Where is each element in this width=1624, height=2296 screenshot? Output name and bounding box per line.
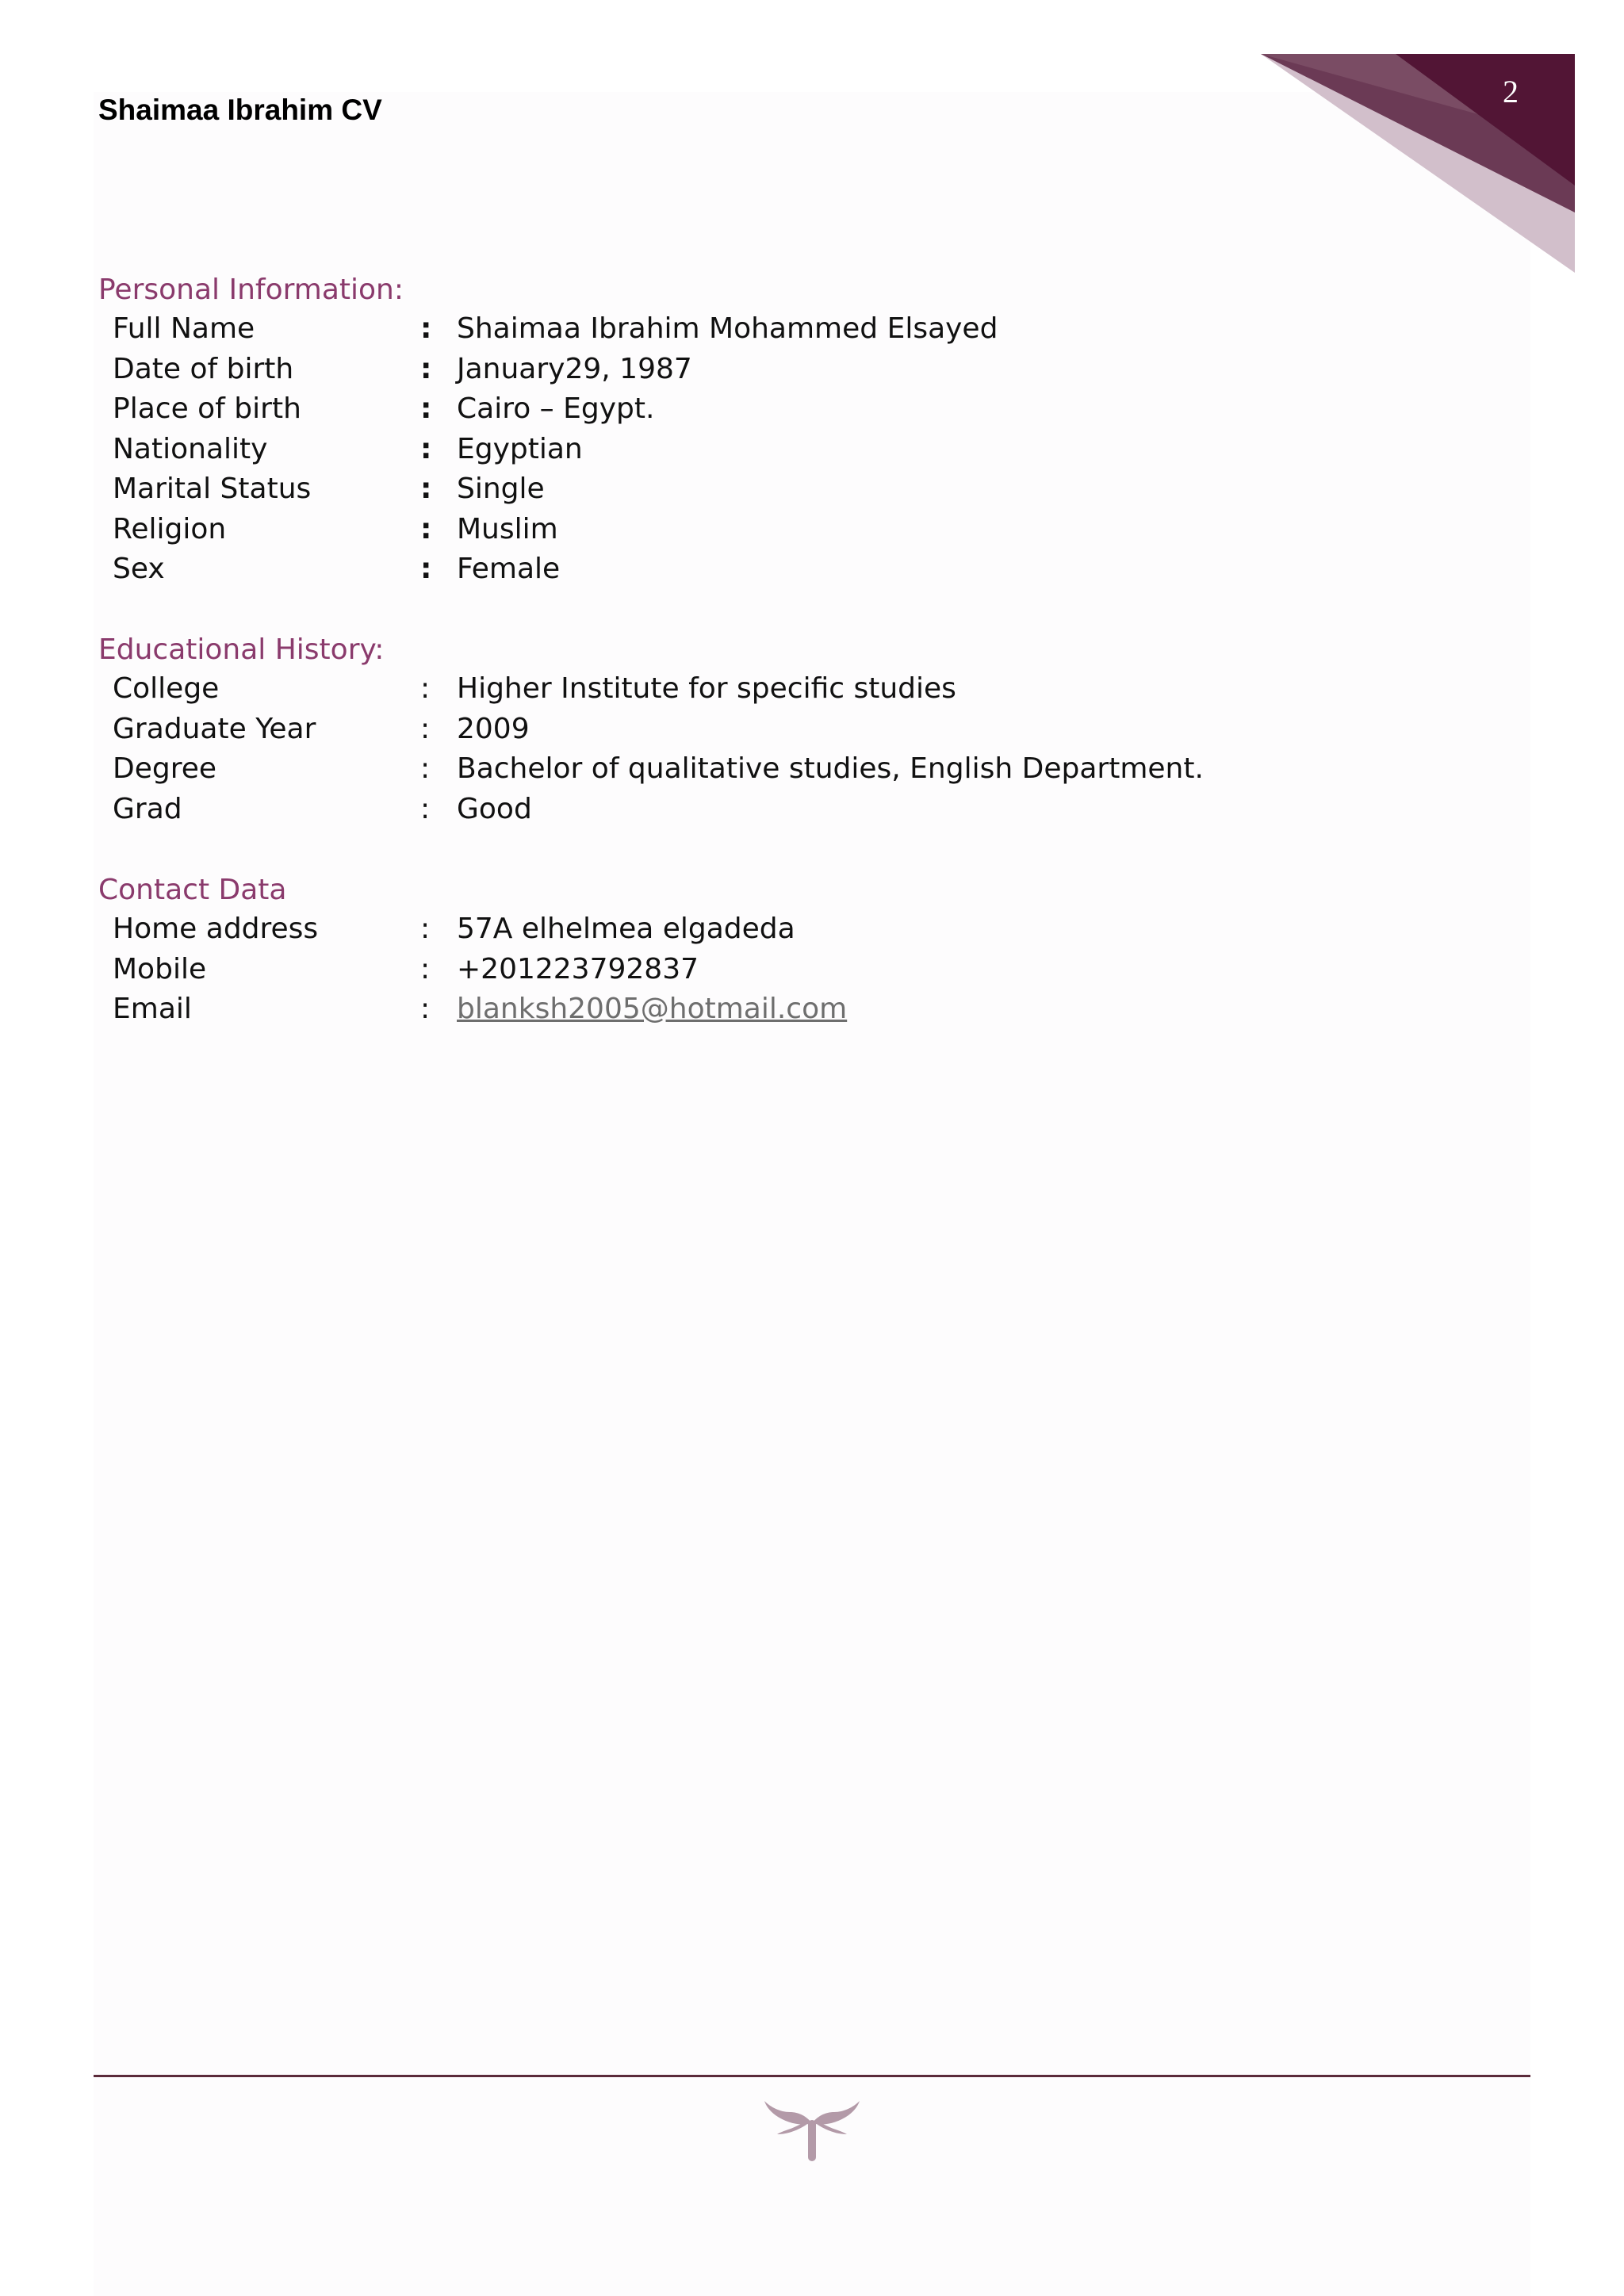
personal-information-section <box>98 270 1288 590</box>
field-label: Nationality <box>113 432 268 465</box>
field-value: 2009 <box>457 712 530 745</box>
info-row-full-name <box>98 309 1288 350</box>
section-title-contact: Contact Data <box>98 874 287 906</box>
field-label: Place of birth <box>113 392 301 425</box>
email-link[interactable]: blanksh2005@hotmail.com <box>457 993 848 1025</box>
section-title-personal: Personal Information: <box>98 274 404 306</box>
field-separator: : <box>420 312 432 345</box>
page-number: 2 <box>1503 74 1519 109</box>
info-row-date-of-birth <box>98 350 1288 390</box>
educational-history-section <box>98 629 1288 829</box>
info-row-graduate-year <box>98 710 1288 750</box>
field-label: Home address <box>113 913 319 945</box>
field-separator: : <box>420 352 432 385</box>
field-separator: : <box>420 432 432 465</box>
field-value: Single <box>457 473 545 505</box>
info-row-place-of-birth <box>98 389 1288 430</box>
floral-ornament-icon <box>763 2099 861 2164</box>
field-label: Mobile <box>113 952 207 985</box>
field-value: 57A elhelmea elgadeda <box>457 913 795 945</box>
field-separator: : <box>420 553 432 585</box>
field-label: College <box>113 672 220 705</box>
field-label: Degree <box>113 752 217 785</box>
field-separator: : <box>420 392 432 425</box>
info-row-sex <box>98 549 1288 590</box>
field-separator: : <box>420 792 431 825</box>
section-title-education: Educational History: <box>98 633 385 666</box>
field-label: Grad <box>113 792 182 825</box>
field-separator: : <box>420 913 431 945</box>
field-separator: : <box>420 752 431 785</box>
field-value: Muslim <box>457 512 558 545</box>
info-row-nationality <box>98 430 1288 470</box>
field-label: Email <box>113 993 192 1025</box>
info-row-mobile <box>98 950 1288 990</box>
field-label: Marital Status <box>113 473 312 505</box>
footer-divider <box>94 2075 1530 2077</box>
info-row-marital-status <box>98 469 1288 510</box>
field-value: Female <box>457 553 561 585</box>
field-value: Bachelor of qualitative studies, English Department. <box>457 752 1204 785</box>
field-separator: : <box>420 473 432 505</box>
info-row-grad <box>98 790 1288 830</box>
field-value: January29, 1987 <box>457 352 692 385</box>
field-label: Sex <box>113 553 165 585</box>
info-row-college <box>98 669 1288 710</box>
contact-data-section <box>98 870 1288 1030</box>
field-value: +201223792837 <box>457 952 699 985</box>
field-label: Date of birth <box>113 352 294 385</box>
field-value: Shaimaa Ibrahim Mohammed Elsayed <box>457 312 998 345</box>
field-separator: : <box>420 512 432 545</box>
field-separator: : <box>420 672 431 705</box>
info-row-religion <box>98 510 1288 550</box>
info-row-degree <box>98 749 1288 790</box>
field-value: Higher Institute for specific studies <box>457 672 956 705</box>
field-separator: : <box>420 993 431 1025</box>
field-value: Cairo – Egypt. <box>457 392 655 425</box>
field-value: Good <box>457 792 532 825</box>
field-label: Graduate Year <box>113 712 316 745</box>
field-separator: : <box>420 952 431 985</box>
field-separator: : <box>420 712 431 745</box>
info-row-home-address <box>98 909 1288 950</box>
field-label: Religion <box>113 512 227 545</box>
info-row-email <box>98 989 1288 1030</box>
document-header-title: Shaimaa Ibrahim CV <box>98 94 382 126</box>
field-value: Egyptian <box>457 432 583 465</box>
field-label: Full Name <box>113 312 255 345</box>
